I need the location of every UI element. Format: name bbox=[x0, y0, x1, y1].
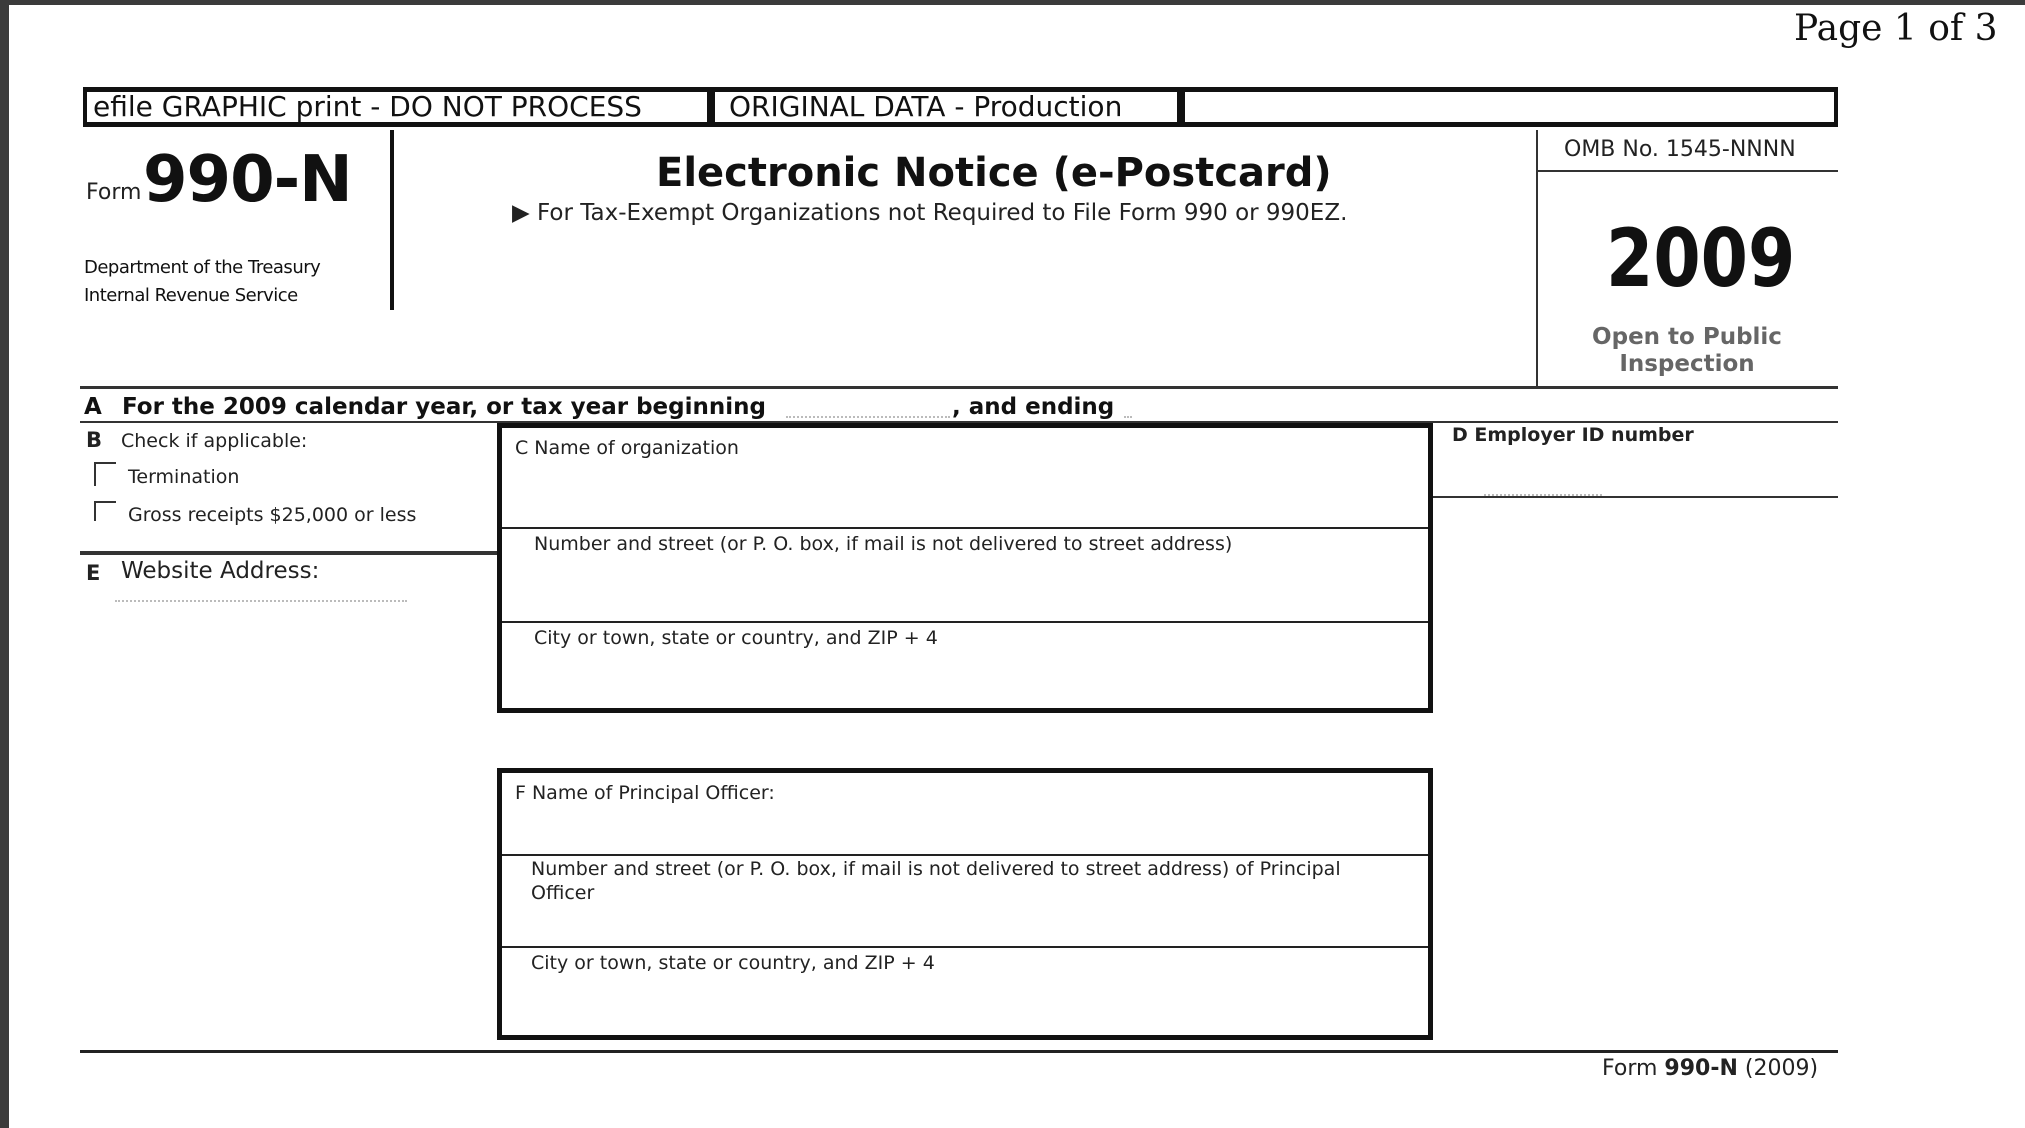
divider bbox=[1433, 496, 1838, 498]
org-city-label: City or town, state or country, and ZIP + 4 bbox=[534, 627, 938, 649]
org-street-label: Number and street (or P. O. box, if mail is not delivered to street address) bbox=[534, 533, 1233, 555]
footer-prefix: Form bbox=[1602, 1056, 1665, 1081]
divider bbox=[390, 130, 394, 310]
department-line-2: Internal Revenue Service bbox=[84, 285, 298, 306]
divider bbox=[502, 527, 1428, 529]
officer-street-label-line-2: Officer bbox=[531, 882, 595, 904]
divider bbox=[80, 386, 1838, 389]
department-label bbox=[84, 254, 320, 310]
section-e-letter: E bbox=[86, 561, 101, 585]
header-left-text: efile GRAPHIC print - DO NOT PROCESS bbox=[93, 90, 642, 123]
termination-checkbox[interactable] bbox=[94, 462, 116, 486]
department-line-1: Department of the Treasury bbox=[84, 257, 321, 278]
open-line-1: Open to Public bbox=[1592, 324, 1782, 350]
employer-id-label: D Employer ID number bbox=[1452, 424, 1694, 446]
form-footer bbox=[1602, 1056, 1818, 1081]
and-ending-label: , and ending bbox=[952, 394, 1115, 420]
header-separator bbox=[707, 92, 715, 122]
principal-officer-box bbox=[497, 768, 1433, 1040]
divider bbox=[502, 621, 1428, 623]
organization-box bbox=[497, 423, 1433, 713]
organization-name-label: C Name of organization bbox=[515, 437, 739, 459]
tax-year-end-field[interactable] bbox=[1124, 414, 1132, 418]
line-a-letter: A bbox=[84, 394, 102, 420]
window-left-border bbox=[0, 0, 9, 1128]
header-separator bbox=[1177, 92, 1185, 122]
gross-receipts-label: Gross receipts $25,000 or less bbox=[128, 504, 417, 526]
officer-city-label: City or town, state or country, and ZIP + 4 bbox=[531, 952, 935, 974]
open-to-public-label bbox=[1560, 324, 1814, 378]
header-middle-text: ORIGINAL DATA - Production bbox=[729, 90, 1123, 123]
omb-number: OMB No. 1545-NNNN bbox=[1564, 137, 1796, 162]
divider bbox=[1536, 130, 1538, 388]
window-top-border bbox=[0, 0, 2025, 5]
footer-divider bbox=[80, 1050, 1838, 1053]
gross-receipts-checkbox[interactable] bbox=[94, 501, 116, 521]
divider bbox=[80, 551, 497, 555]
open-line-2: Inspection bbox=[1619, 351, 1755, 377]
website-address-label: Website Address: bbox=[121, 558, 320, 584]
form-word: Form bbox=[86, 180, 142, 205]
divider bbox=[502, 946, 1428, 948]
section-b-letter: B bbox=[86, 428, 103, 452]
form-number: 990-N bbox=[143, 143, 352, 217]
section-b-label: Check if applicable: bbox=[121, 430, 308, 452]
website-address-field[interactable] bbox=[115, 598, 407, 602]
form-title: Electronic Notice (e-Postcard) bbox=[656, 150, 1332, 196]
principal-officer-name-label: F Name of Principal Officer: bbox=[515, 782, 775, 804]
page-counter: Page 1 of 3 bbox=[1794, 8, 1998, 49]
efile-header-bar bbox=[83, 87, 1838, 127]
footer-year: (2009) bbox=[1737, 1056, 1819, 1081]
form-subtitle: ▶ For Tax-Exempt Organizations not Required to File Form 990 or 990EZ. bbox=[512, 200, 1348, 226]
tax-year-begin-field[interactable] bbox=[786, 414, 950, 418]
footer-form-number: 990-N bbox=[1664, 1056, 1738, 1081]
line-a bbox=[84, 394, 766, 420]
line-a-text: For the 2009 calendar year, or tax year beginning bbox=[122, 394, 766, 420]
divider bbox=[502, 854, 1428, 856]
divider bbox=[1538, 170, 1838, 172]
officer-street-label: Number and street (or P. O. box, if mail is not delivered to street address) of Principal bbox=[531, 858, 1341, 880]
tax-year: 2009 bbox=[1606, 212, 1796, 305]
termination-label: Termination bbox=[128, 466, 240, 488]
